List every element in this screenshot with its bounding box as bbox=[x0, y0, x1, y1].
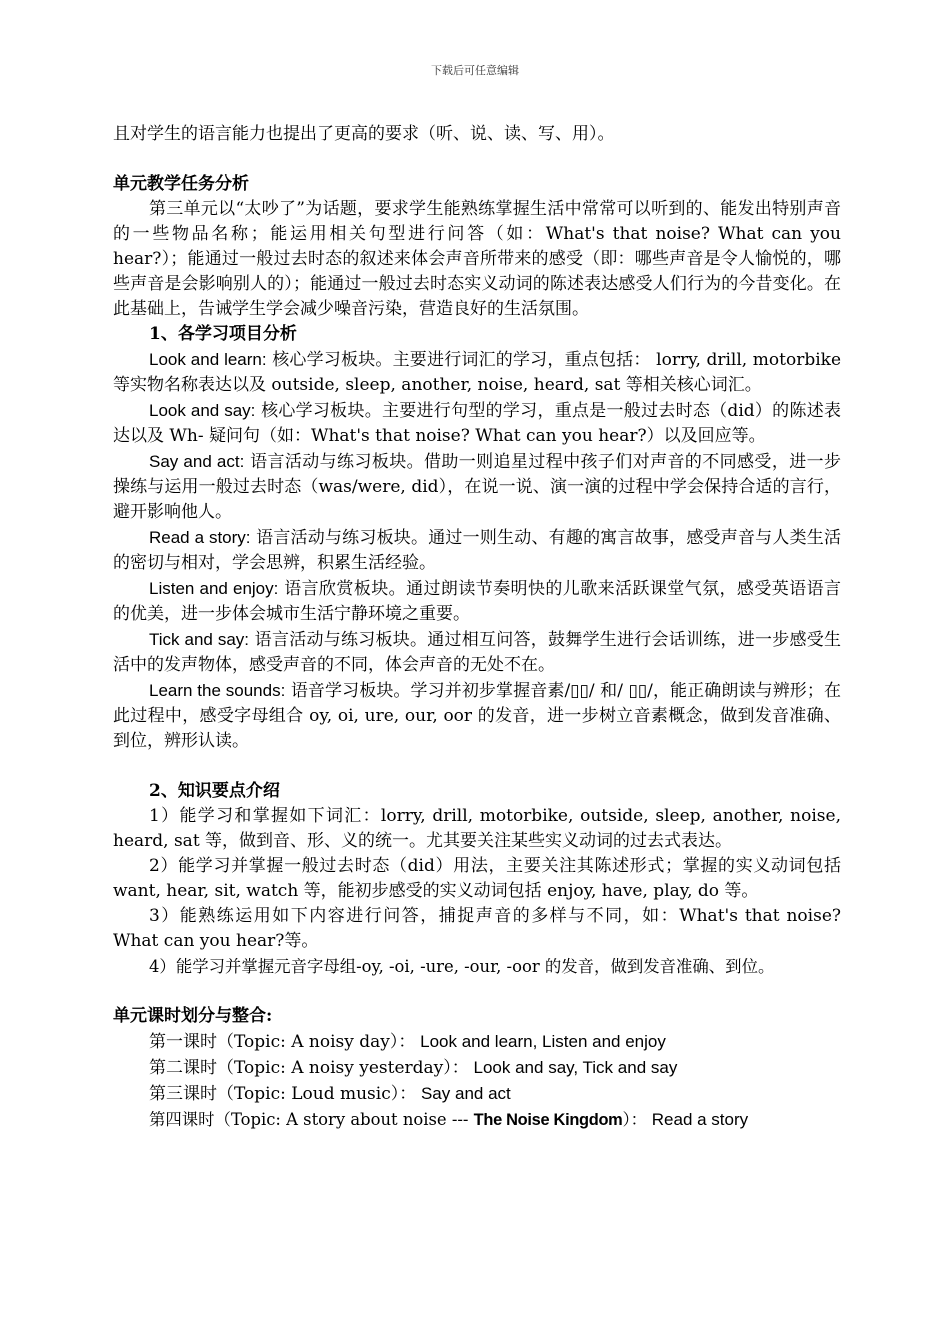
document-body bbox=[113, 122, 841, 1133]
lesson-prefix: 第四课时（Topic: A story about noise --- bbox=[149, 1110, 474, 1129]
lesson-1 bbox=[113, 1029, 841, 1055]
item-text: 语言活动与练习板块。通过一则生动、有趣的寓言故事，感受声音与人类生活的密切与相对，学会思辨，积累生活经验。 bbox=[113, 528, 842, 573]
item-listen-and-enjoy bbox=[113, 576, 841, 627]
item-lead: Say and act: bbox=[149, 452, 245, 471]
section1-heading: 1、各学习项目分析 bbox=[149, 324, 297, 344]
spacer bbox=[113, 979, 841, 1004]
item-text: 核心学习板块。主要进行词汇的学习，重点包括： lorry, drill, motorbike 等实物名称表达以及 outside, sleep, another, noise, heard, sat 等相关核心词汇。 bbox=[113, 350, 842, 395]
task-analysis-heading: 单元教学任务分析 bbox=[113, 174, 249, 194]
lesson-4 bbox=[113, 1107, 841, 1133]
schedule-heading: 单元课时划分与整合: bbox=[113, 1006, 273, 1026]
knowledge-point-2: 2）能学习并掌握一般过去时态（did）用法，主要关注其陈述形式；掌握的实义动词包括 want, hear, sit, watch 等，能初步感受的实义动词包括 enjoy, have, play, do 等。 bbox=[113, 856, 841, 901]
story-title: The Noise Kingdom bbox=[473, 1111, 623, 1129]
item-lead: Look and learn: bbox=[149, 350, 267, 369]
item-lead: Read a story: bbox=[149, 528, 251, 547]
item-text: 语言欣赏板块。通过朗读节奏明快的儿歌来活跃课堂气氛，感受英语语言的优美，进一步体会城市生活宁静环境之重要。 bbox=[113, 579, 841, 624]
intro-paragraph: 且对学生的语言能力也提出了更高的要求（听、说、读、写、用）。 bbox=[113, 124, 615, 144]
item-text: 语言活动与练习板块。借助一则追星过程中孩子们对声音的不同感受，进一步操练与运用一般过去时态（was/were, did），在说一说、演一演的过程中学会保持合适的言行，避开影响他人。 bbox=[113, 452, 841, 522]
spacer bbox=[113, 147, 841, 172]
task-analysis-paragraph: 第三单元以“太吵了”为话题，要求学生能熟练掌握生活中常常可以听到的、能发出特别声音的一些物品名称；能运用相关句型进行问答（如：What's that noise? What can you hear?）；能通过一般过去时态的叙述来体会声音所带来的感受（即：哪些声音是令人愉悦的，哪些声音是会影响别人的）；能通过一般过去时态实义动词的陈述表达感受人们行为的今昔变化。在此基础上，告诫学生学会减少噪音污染，营造良好的生活氛围。 bbox=[113, 199, 841, 319]
knowledge-point-3: 3）能熟练运用如下内容进行问答，捕捉声音的多样与不同，如：What's that noise? What can you hear?等。 bbox=[113, 906, 841, 951]
lesson-2 bbox=[113, 1055, 841, 1081]
knowledge-point-4: 4）能学习并掌握元音字母组-oy, -oi, -ure, -our, -oor 的发音，做到发音准确、到位。 bbox=[149, 957, 775, 976]
item-read-a-story bbox=[113, 525, 841, 576]
item-tick-and-say bbox=[113, 627, 841, 678]
lesson-prefix: 第三课时（Topic: Loud music）： bbox=[149, 1084, 417, 1104]
knowledge-point-1: 1）能学习和掌握如下词汇：lorry, drill, motorbike, outside, sleep, another, noise, heard, sat 等，做到音、形、义的统一。尤其要关注某些实义动词的过去式表达。 bbox=[113, 806, 841, 851]
lesson-suffix: ）： bbox=[622, 1110, 648, 1129]
lesson-content: Say and act bbox=[416, 1084, 511, 1103]
spacer bbox=[113, 754, 841, 779]
item-say-and-act bbox=[113, 449, 841, 525]
lesson-content: Read a story bbox=[647, 1110, 749, 1129]
item-text: 语音学习板块。学习并初步掌握音素/▯▯/ 和/ ▯▯/，能正确朗读与辨形；在此过程中，感受字母组合 oy, oi, ure, our, oor 的发音，进一步树立音素概念，做到发音准确、到位，辨形认读。 bbox=[113, 681, 841, 751]
item-learn-the-sounds bbox=[113, 678, 841, 754]
item-lead: Tick and say: bbox=[149, 630, 250, 649]
lesson-prefix: 第一课时（Topic: A noisy day）： bbox=[149, 1032, 416, 1052]
lesson-prefix: 第二课时（Topic: A noisy yesterday）： bbox=[149, 1058, 469, 1078]
item-text: 核心学习板块。主要进行句型的学习，重点是一般过去时态（did）的陈述表达以及 Wh- 疑问句（如：What's that noise? What can you hear?）以及回应等。 bbox=[113, 401, 841, 446]
item-text: 语言活动与练习板块。通过相互问答，鼓舞学生进行会话训练，进一步感受生活中的发声物体，感受声音的不同，体会声音的无处不在。 bbox=[113, 630, 841, 675]
page-header: 下载后可任意编辑 bbox=[431, 64, 519, 77]
section2-heading: 2、知识要点介绍 bbox=[149, 781, 280, 801]
lesson-content: Look and say, Tick and say bbox=[468, 1058, 678, 1077]
item-lead: Look and say: bbox=[149, 401, 256, 420]
item-look-and-learn bbox=[113, 347, 841, 398]
item-lead: Listen and enjoy: bbox=[149, 579, 279, 598]
item-look-and-say bbox=[113, 398, 841, 449]
lesson-3 bbox=[113, 1081, 841, 1107]
lesson-content: Look and learn, Listen and enjoy bbox=[415, 1032, 666, 1051]
item-lead: Learn the sounds: bbox=[149, 681, 286, 700]
